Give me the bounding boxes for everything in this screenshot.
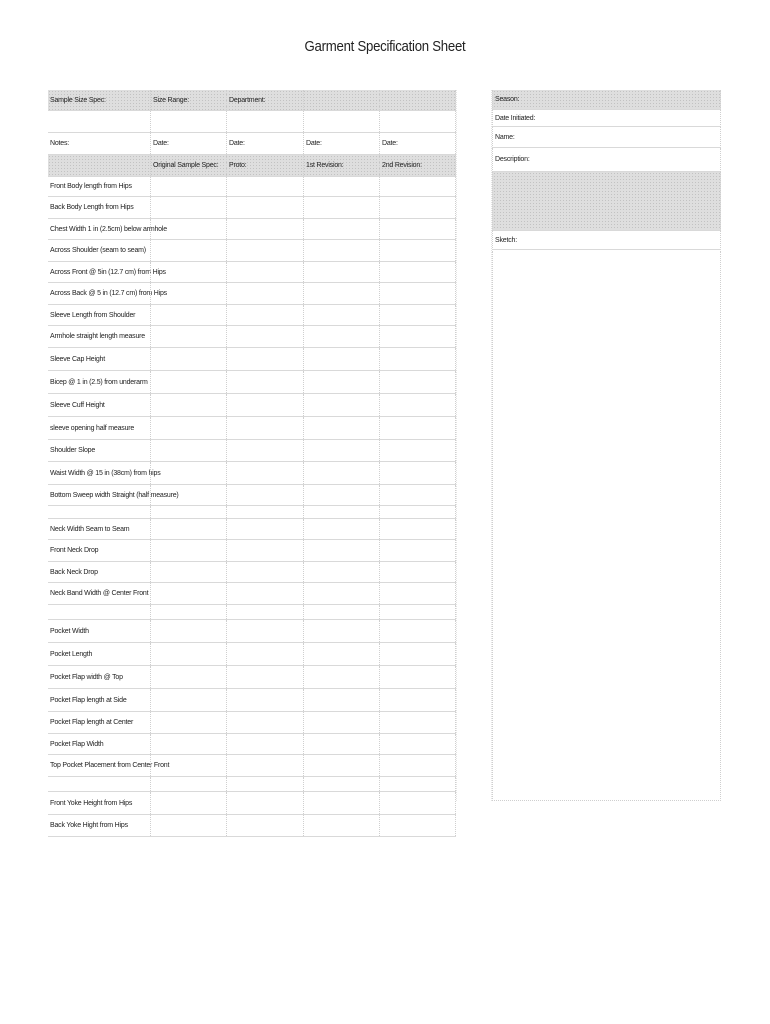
measurement-label[interactable]: Neck Band Width @ Center Front <box>50 590 149 597</box>
table-row <box>48 562 456 583</box>
measurement-value-cell[interactable] <box>226 734 303 754</box>
measurement-value-cell[interactable] <box>379 462 456 484</box>
measurement-label[interactable]: Back Yoke Hight from Hips <box>50 822 128 829</box>
measurement-value-cell[interactable] <box>379 689 456 711</box>
measurement-value-cell[interactable] <box>303 777 379 791</box>
table-row <box>48 394 456 417</box>
header-row-dates <box>48 133 456 155</box>
measurement-value-cell[interactable] <box>379 440 456 461</box>
measurement-value-cell[interactable] <box>379 519 456 539</box>
measurement-value-cell[interactable] <box>150 620 226 642</box>
description-field[interactable]: Description: <box>492 148 721 172</box>
measurement-label[interactable]: Pocket Width <box>50 627 89 635</box>
measurement-value-cell[interactable] <box>226 583 303 604</box>
blank-cell[interactable] <box>226 111 303 132</box>
measurement-value-cell[interactable] <box>150 326 226 347</box>
measurement-value-cell[interactable] <box>226 485 303 505</box>
measurement-label[interactable] <box>48 506 150 518</box>
measurement-value-cell[interactable] <box>226 519 303 539</box>
measurement-value-cell[interactable] <box>379 777 456 791</box>
measurement-value-cell[interactable] <box>303 620 379 642</box>
measurement-rows <box>48 177 456 837</box>
measurement-value-cell[interactable] <box>150 666 226 688</box>
measurement-label[interactable]: Pocket Length <box>50 650 93 658</box>
measurement-value-cell[interactable] <box>379 643 456 665</box>
sketch-area[interactable] <box>492 251 721 801</box>
table-row <box>48 197 456 219</box>
measurement-value-cell[interactable] <box>150 815 226 836</box>
measurement-value-cell[interactable] <box>379 326 456 347</box>
measurement-value-cell[interactable] <box>150 792 226 814</box>
measurement-value-cell[interactable] <box>303 815 379 836</box>
measurement-value-cell[interactable] <box>226 262 303 282</box>
measurement-value-cell[interactable] <box>150 305 226 325</box>
header-cell-empty-1[interactable] <box>303 90 379 110</box>
table-row <box>48 262 456 283</box>
date-label-4[interactable]: Date: <box>379 133 456 154</box>
measurement-value-cell[interactable] <box>303 240 379 261</box>
header-row-revisions <box>48 155 456 177</box>
measurement-value-cell[interactable] <box>150 240 226 261</box>
measurement-label[interactable]: Back Neck Drop <box>50 568 98 576</box>
measurement-value-cell[interactable] <box>379 620 456 642</box>
measurement-value-cell[interactable] <box>226 197 303 218</box>
table-row <box>48 734 456 755</box>
measurement-label[interactable]: Front Yoke Height from Hips <box>50 799 133 807</box>
measurement-label[interactable]: Waist Width @ 15 in (38cm) from hips <box>50 469 161 477</box>
measurement-value-cell[interactable] <box>379 485 456 505</box>
measurement-value-cell[interactable] <box>226 777 303 791</box>
measurement-value-cell[interactable] <box>379 417 456 439</box>
measurement-value-cell[interactable] <box>303 485 379 505</box>
measurement-value-cell[interactable] <box>150 177 226 196</box>
measurement-value-cell[interactable] <box>226 417 303 439</box>
measurement-label[interactable]: Front Body length from Hips <box>50 183 132 190</box>
measurement-label[interactable]: Chest Width 1 in (2.5cm) below armhole <box>50 225 167 233</box>
measurement-value-cell[interactable] <box>150 262 226 282</box>
measurement-value-cell[interactable] <box>150 485 226 505</box>
first-revision-label[interactable]: 1st Revision: <box>303 155 379 176</box>
spec-table <box>48 90 456 837</box>
info-panel <box>492 90 721 250</box>
measurement-value-cell[interactable] <box>379 792 456 814</box>
measurement-value-cell[interactable] <box>150 562 226 582</box>
measurement-value-cell[interactable] <box>226 283 303 304</box>
measurement-value-cell[interactable] <box>303 462 379 484</box>
measurement-value-cell[interactable] <box>226 394 303 416</box>
measurement-value-cell[interactable] <box>150 734 226 754</box>
measurement-value-cell[interactable] <box>226 371 303 393</box>
measurement-value-cell[interactable] <box>226 440 303 461</box>
measurement-value-cell[interactable] <box>226 689 303 711</box>
measurement-value-cell[interactable] <box>226 540 303 561</box>
season-field[interactable]: Season: <box>492 90 721 110</box>
description-box[interactable] <box>492 172 721 231</box>
table-row <box>48 326 456 348</box>
measurement-value-cell[interactable] <box>303 197 379 218</box>
measurement-label[interactable] <box>48 605 150 619</box>
table-row <box>48 643 456 666</box>
measurement-value-cell[interactable] <box>303 519 379 539</box>
measurement-value-cell[interactable] <box>379 177 456 196</box>
proto-label[interactable]: Proto: <box>226 155 303 176</box>
measurement-value-cell[interactable] <box>150 519 226 539</box>
measurement-value-cell[interactable] <box>379 666 456 688</box>
spacer-column <box>456 90 492 801</box>
measurement-value-cell[interactable] <box>379 712 456 733</box>
measurement-value-cell[interactable] <box>379 240 456 261</box>
date-label-2[interactable]: Date: <box>226 133 303 154</box>
measurement-value-cell[interactable] <box>150 219 226 239</box>
measurement-value-cell[interactable] <box>303 371 379 393</box>
measurement-value-cell[interactable] <box>226 326 303 347</box>
measurement-value-cell[interactable] <box>226 605 303 619</box>
measurement-value-cell[interactable] <box>226 643 303 665</box>
table-row <box>48 283 456 305</box>
table-row <box>48 371 456 394</box>
measurement-label[interactable]: Shoulder Slope <box>50 447 96 454</box>
measurement-value-cell[interactable] <box>303 666 379 688</box>
measurement-value-cell[interactable] <box>226 305 303 325</box>
measurement-value-cell[interactable] <box>303 605 379 619</box>
measurement-value-cell[interactable] <box>379 562 456 582</box>
measurement-value-cell[interactable] <box>150 197 226 218</box>
header-cell-empty-3[interactable] <box>48 155 150 176</box>
measurement-value-cell[interactable] <box>379 197 456 218</box>
measurement-value-cell[interactable] <box>150 283 226 304</box>
measurement-value-cell[interactable] <box>226 712 303 733</box>
measurement-value-cell[interactable] <box>379 605 456 619</box>
table-row <box>48 519 456 540</box>
measurement-value-cell[interactable] <box>379 506 456 518</box>
measurement-label[interactable]: Sleeve Cuff Height <box>50 401 105 409</box>
table-row <box>48 219 456 240</box>
sample-size-spec-label[interactable]: Sample Size Spec: <box>50 96 106 104</box>
measurement-value-cell[interactable] <box>379 262 456 282</box>
measurement-value-cell[interactable] <box>303 643 379 665</box>
measurement-value-cell[interactable] <box>379 371 456 393</box>
measurement-value-cell[interactable] <box>303 689 379 711</box>
measurement-value-cell[interactable] <box>150 712 226 733</box>
header-cell-empty-2[interactable] <box>379 90 456 110</box>
table-row <box>48 605 456 620</box>
table-row <box>48 777 456 792</box>
measurement-value-cell[interactable] <box>226 815 303 836</box>
measurement-value-cell[interactable] <box>303 734 379 754</box>
measurement-label[interactable]: Armhole straight length measure <box>50 333 145 340</box>
measurement-value-cell[interactable] <box>226 219 303 239</box>
measurement-label[interactable]: Back Body Length from Hips <box>50 204 134 211</box>
measurement-value-cell[interactable] <box>379 583 456 604</box>
measurement-value-cell[interactable] <box>226 348 303 370</box>
measurement-value-cell[interactable] <box>150 462 226 484</box>
measurement-value-cell[interactable] <box>379 305 456 325</box>
measurement-value-cell[interactable] <box>379 734 456 754</box>
measurement-value-cell[interactable] <box>303 219 379 239</box>
measurement-value-cell[interactable] <box>303 417 379 439</box>
table-row <box>48 620 456 643</box>
measurement-value-cell[interactable] <box>226 755 303 776</box>
measurement-label[interactable]: Neck Width Seam to Seam <box>50 525 130 533</box>
date-initiated-field[interactable]: Date Initiated: <box>492 110 721 127</box>
measurement-label[interactable]: Front Neck Drop <box>50 547 99 554</box>
measurement-value-cell[interactable] <box>150 605 226 619</box>
blank-cell[interactable] <box>379 111 456 132</box>
table-row <box>48 440 456 462</box>
measurement-value-cell[interactable] <box>303 792 379 814</box>
measurement-label[interactable]: Across Front @ 5in (12.7 cm) from Hips <box>50 268 166 276</box>
measurement-value-cell[interactable] <box>303 755 379 776</box>
measurement-value-cell[interactable] <box>150 689 226 711</box>
department-label[interactable]: Department: <box>226 90 303 110</box>
measurement-value-cell[interactable] <box>303 348 379 370</box>
sketch-label: Sketch: <box>495 236 517 244</box>
table-row <box>48 755 456 777</box>
table-row <box>48 506 456 519</box>
measurement-value-cell[interactable] <box>303 262 379 282</box>
measurement-value-cell[interactable] <box>379 283 456 304</box>
measurement-value-cell[interactable] <box>303 712 379 733</box>
measurement-value-cell[interactable] <box>379 755 456 776</box>
table-row <box>48 689 456 712</box>
measurement-value-cell[interactable] <box>379 815 456 836</box>
measurement-value-cell[interactable] <box>226 666 303 688</box>
blank-cell[interactable] <box>150 111 226 132</box>
measurement-label[interactable]: Sleeve Cap Height <box>50 355 105 363</box>
blank-cell[interactable] <box>48 111 150 132</box>
second-revision-label[interactable]: 2nd Revision: <box>379 155 456 176</box>
table-row <box>48 240 456 262</box>
measurement-value-cell[interactable] <box>226 506 303 518</box>
sketch-label-row <box>492 231 721 250</box>
page-title: Garment Specification Sheet <box>304 38 466 55</box>
date-label-1[interactable]: Date: <box>150 133 226 154</box>
table-row <box>48 666 456 689</box>
measurement-value-cell[interactable] <box>303 506 379 518</box>
measurement-value-cell[interactable] <box>150 371 226 393</box>
measurement-value-cell[interactable] <box>150 777 226 791</box>
measurement-value-cell[interactable] <box>303 283 379 304</box>
measurement-value-cell[interactable] <box>150 417 226 439</box>
measurement-value-cell[interactable] <box>226 562 303 582</box>
table-row <box>48 815 456 837</box>
table-row <box>48 712 456 734</box>
measurement-value-cell[interactable] <box>303 326 379 347</box>
measurement-value-cell[interactable] <box>303 440 379 461</box>
measurement-value-cell[interactable] <box>150 506 226 518</box>
measurement-value-cell[interactable] <box>150 583 226 604</box>
table-row <box>48 177 456 197</box>
header-row-blank <box>48 111 456 133</box>
measurement-value-cell[interactable] <box>303 177 379 196</box>
table-row <box>48 540 456 562</box>
measurement-value-cell[interactable] <box>150 755 226 776</box>
measurement-value-cell[interactable] <box>379 540 456 561</box>
table-row <box>48 417 456 440</box>
measurement-label[interactable]: Pocket Flap width @ Top <box>50 673 123 681</box>
measurement-value-cell[interactable] <box>379 219 456 239</box>
table-row <box>48 583 456 605</box>
measurement-label[interactable]: Across Shoulder (seam to seam) <box>50 247 146 254</box>
measurement-value-cell[interactable] <box>379 348 456 370</box>
header-row-sample-size <box>48 90 456 111</box>
measurement-label[interactable]: Bottom Sweep width Straight (half measure) <box>50 491 179 499</box>
measurement-value-cell[interactable] <box>150 643 226 665</box>
table-row <box>48 348 456 371</box>
measurement-value-cell[interactable] <box>303 394 379 416</box>
measurement-value-cell[interactable] <box>150 440 226 461</box>
measurement-label[interactable]: Pocket Flap length at Center <box>50 719 134 726</box>
measurement-label[interactable]: Top Pocket Placement from Center Front <box>50 762 170 769</box>
measurement-label[interactable]: sleeve opening half measure <box>50 424 135 432</box>
table-row <box>48 462 456 485</box>
measurement-label[interactable]: Pocket Flap length at Side <box>50 696 127 704</box>
table-row <box>48 792 456 815</box>
measurement-value-cell[interactable] <box>150 540 226 561</box>
measurement-value-cell[interactable] <box>379 394 456 416</box>
measurement-label[interactable]: Bicep @ 1 in (2.5) from underarm <box>50 378 148 386</box>
measurement-value-cell[interactable] <box>226 620 303 642</box>
measurement-value-cell[interactable] <box>226 177 303 196</box>
measurement-value-cell[interactable] <box>303 562 379 582</box>
original-sample-spec-label[interactable]: Original Sample Spec: <box>150 155 226 176</box>
measurement-value-cell[interactable] <box>150 348 226 370</box>
table-row <box>48 305 456 326</box>
name-field[interactable]: Name: <box>492 127 721 148</box>
blank-cell[interactable] <box>303 111 379 132</box>
measurement-label[interactable]: Across Back @ 5 in (12.7 cm) from Hips <box>50 290 167 297</box>
measurement-value-cell[interactable] <box>150 394 226 416</box>
measurement-value-cell[interactable] <box>303 583 379 604</box>
measurement-label[interactable]: Pocket Flap Width <box>50 740 104 748</box>
table-row <box>48 485 456 506</box>
date-label-3[interactable]: Date: <box>303 133 379 154</box>
measurement-label[interactable]: Sleeve Length from Shoulder <box>50 311 136 319</box>
measurement-value-cell[interactable] <box>226 240 303 261</box>
measurement-value-cell[interactable] <box>303 540 379 561</box>
measurement-value-cell[interactable] <box>226 792 303 814</box>
size-range-label[interactable]: Size Range: <box>150 90 226 110</box>
measurement-label[interactable] <box>48 777 150 791</box>
notes-label[interactable]: Notes: <box>50 140 70 147</box>
measurement-value-cell[interactable] <box>303 305 379 325</box>
measurement-value-cell[interactable] <box>226 462 303 484</box>
